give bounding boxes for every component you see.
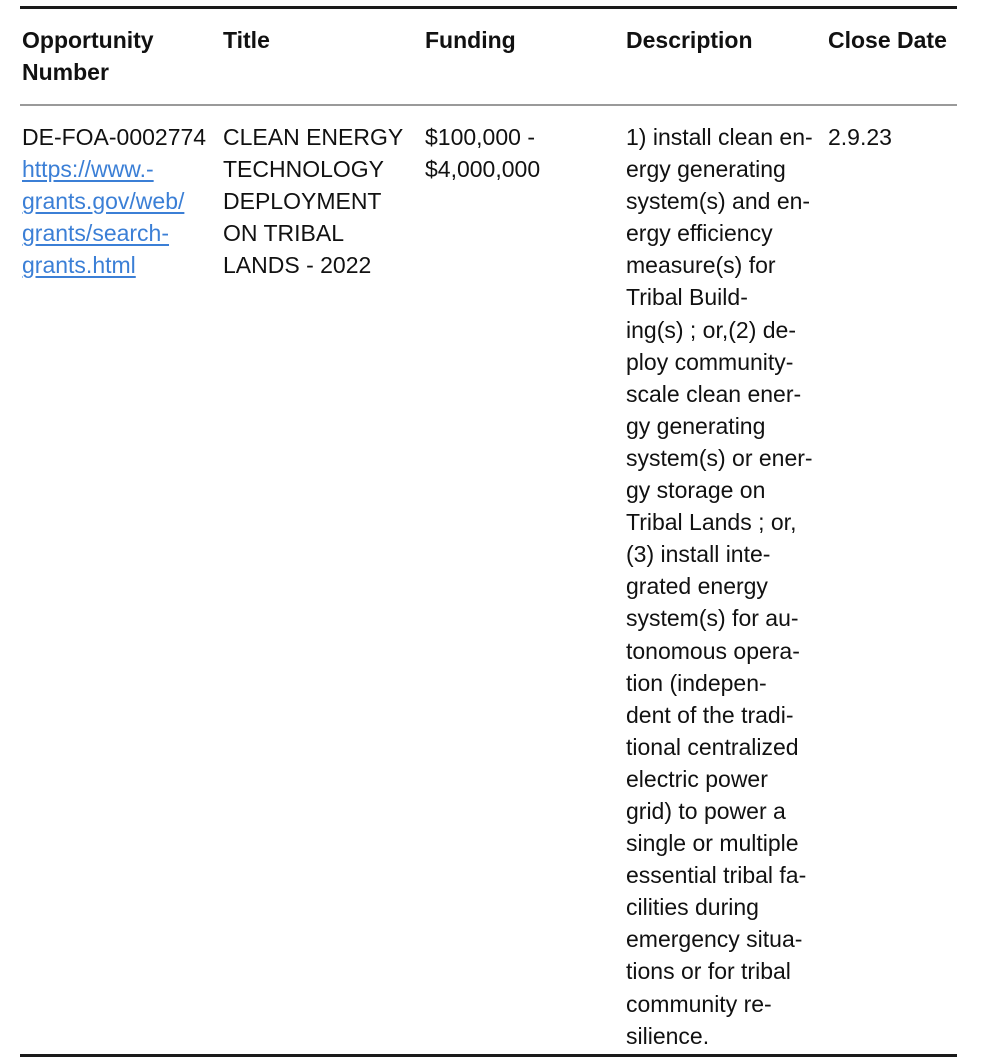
- description-line: community re-: [626, 990, 772, 1017]
- description-line: grated energy: [626, 573, 768, 600]
- title-line-5: LANDS - 2022: [223, 252, 372, 279]
- description-line: tions or for tribal: [626, 958, 791, 985]
- close-date: 2.9.23: [828, 124, 892, 150]
- description-line: grid) to power a: [626, 797, 786, 824]
- description-line: single or multiple: [626, 830, 799, 857]
- description-line: 1) install clean en-: [626, 124, 813, 150]
- opportunity-number: DE-FOA-0002774: [22, 124, 207, 150]
- description-line: Tribal Lands ; or,: [626, 509, 797, 536]
- description-line: tion (indepen-: [626, 669, 767, 696]
- table-top-rule: [20, 6, 957, 9]
- description-line: tional centralized: [626, 733, 799, 760]
- description-line: gy storage on: [626, 477, 766, 504]
- description-line: (3) install inte-: [626, 541, 771, 568]
- description-line: ploy community-: [626, 348, 794, 375]
- description-line: system(s) for au-: [626, 605, 799, 632]
- description-line: ergy generating: [626, 156, 786, 183]
- description-line: silience.: [626, 1022, 710, 1049]
- title-line-2: TECHNOLOGY: [223, 156, 385, 183]
- header-title: Title: [223, 27, 270, 53]
- description-line: tonomous opera-: [626, 637, 800, 664]
- description-line: ergy efficiency: [626, 220, 773, 247]
- description-line: dent of the tradi-: [626, 701, 794, 728]
- description-line: gy generating: [626, 412, 766, 439]
- grants-gov-link-line-1[interactable]: https://www.-: [22, 156, 154, 183]
- description-cell: [626, 121, 813, 1052]
- grants-gov-link[interactable]: [22, 153, 206, 281]
- description-line: system(s) or ener-: [626, 444, 813, 471]
- close-date-cell: [828, 121, 892, 153]
- header-description: Description: [626, 27, 753, 53]
- title-line-1: CLEAN ENERGY: [223, 124, 404, 150]
- description-line: electric power: [626, 765, 768, 792]
- opportunity-number-cell: [22, 121, 206, 281]
- title-line-3: DEPLOYMENT: [223, 188, 382, 215]
- description-line: Tribal Build-: [626, 284, 748, 311]
- title-cell: [223, 121, 403, 281]
- description-line: cilities during: [626, 894, 759, 921]
- funding-cell: [425, 121, 540, 185]
- description-line: essential tribal fa-: [626, 862, 807, 889]
- header-opportunity-number-line-2: Number: [22, 59, 109, 85]
- header-funding: Funding: [425, 27, 516, 53]
- table-bottom-rule: [20, 1054, 957, 1057]
- description-line: system(s) and en-: [626, 188, 811, 215]
- description-line: scale clean ener-: [626, 380, 802, 407]
- description-line: ing(s) ; or,(2) de-: [626, 316, 796, 343]
- grants-gov-link-line-4[interactable]: grants.html: [22, 252, 136, 279]
- description-line: measure(s) for: [626, 252, 776, 279]
- description-line: emergency situa-: [626, 926, 803, 953]
- grants-gov-link-line-2[interactable]: grants.gov/web/: [22, 188, 185, 215]
- title-line-4: ON TRIBAL: [223, 220, 344, 247]
- header-close-date: Close Date: [828, 27, 947, 53]
- header-divider: [20, 104, 957, 106]
- header-opportunity-number-line-1: Opportunity: [22, 27, 154, 53]
- funding-line-1: $100,000 -: [425, 124, 535, 150]
- funding-line-2: $4,000,000: [425, 156, 541, 183]
- grants-gov-link-line-3[interactable]: grants/search-: [22, 220, 170, 247]
- header-opportunity-number: [22, 24, 154, 88]
